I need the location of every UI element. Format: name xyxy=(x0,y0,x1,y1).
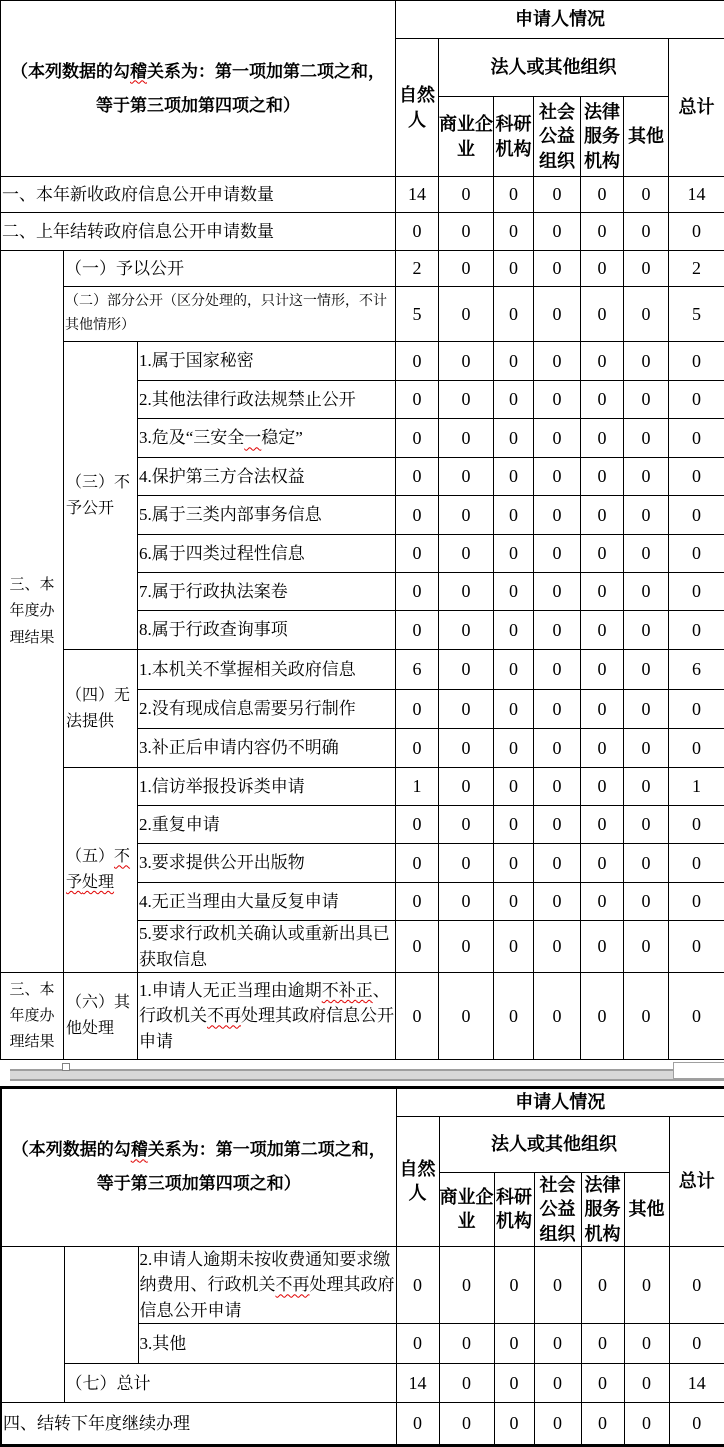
value-cell: 0 xyxy=(581,177,624,213)
page-break-gap xyxy=(0,1060,724,1086)
row-label: 5.属于三类内部事务信息 xyxy=(138,496,396,535)
section-label-results: 三、本年度办理结果 xyxy=(1,251,64,973)
row-label: 1.本机关不掌握相关政府信息 xyxy=(138,650,396,690)
value-cell: 0 xyxy=(534,496,581,535)
row-label: 1.申请人无正当理由逾期不补正、行政机关不再处理其政府信息公开申请 xyxy=(138,973,396,1060)
value-cell: 0 xyxy=(534,806,581,844)
row-label: 4.保护第三方合法权益 xyxy=(138,458,396,496)
value-cell: 0 xyxy=(494,535,534,573)
value-cell: 0 xyxy=(669,1324,724,1364)
value-cell: 2 xyxy=(669,251,724,287)
value-cell: 0 xyxy=(534,844,581,883)
value-cell: 0 xyxy=(669,611,724,650)
value-cell: 0 xyxy=(581,768,624,806)
value-cell: 0 xyxy=(494,287,534,342)
org-col-header: 其他 xyxy=(624,1173,669,1247)
value-cell: 0 xyxy=(396,458,439,496)
value-cell: 0 xyxy=(494,177,534,213)
value-cell: 0 xyxy=(494,251,534,287)
value-cell: 0 xyxy=(624,213,669,251)
value-cell: 0 xyxy=(439,573,494,611)
org-col-header: 商业企业 xyxy=(439,97,494,177)
value-cell: 0 xyxy=(494,973,534,1060)
value-cell: 0 xyxy=(396,535,439,573)
table-row xyxy=(1,251,724,287)
value-cell: 0 xyxy=(534,650,581,690)
value-cell: 0 xyxy=(581,883,624,921)
value-cell: 0 xyxy=(439,973,494,1060)
total-header: 总计 xyxy=(669,1117,724,1247)
value-cell: 0 xyxy=(396,1403,439,1446)
value-cell: 0 xyxy=(624,573,669,611)
value-cell: 0 xyxy=(494,921,534,973)
value-cell: 0 xyxy=(439,611,494,650)
org-col-header: 社会公益组织 xyxy=(534,97,581,177)
value-cell: 0 xyxy=(669,921,724,973)
row-label: 2.重复申请 xyxy=(138,806,396,844)
row-label: 8.属于行政查询事项 xyxy=(138,611,396,650)
value-cell: 0 xyxy=(534,768,581,806)
value-cell: 0 xyxy=(439,535,494,573)
value-cell: 0 xyxy=(581,729,624,768)
table-row xyxy=(1,768,724,806)
value-cell: 0 xyxy=(581,496,624,535)
row-label: 3.危及“三安全一稳定” xyxy=(138,419,396,458)
row-label: 1.信访举报投诉类申请 xyxy=(138,768,396,806)
value-cell: 0 xyxy=(624,729,669,768)
org-col-header: 科研机构 xyxy=(494,97,534,177)
value-cell: 14 xyxy=(669,177,724,213)
table-row xyxy=(1,213,724,251)
value-cell: 0 xyxy=(396,973,439,1060)
page-break-band xyxy=(10,1069,724,1081)
resize-handle[interactable] xyxy=(62,1063,70,1071)
org-col-header: 其他 xyxy=(624,97,669,177)
disclosure-table-part2 xyxy=(0,1086,724,1447)
value-cell: 0 xyxy=(439,251,494,287)
value-cell: 0 xyxy=(581,419,624,458)
value-cell: 0 xyxy=(581,458,624,496)
value-cell: 0 xyxy=(396,611,439,650)
value-cell: 0 xyxy=(534,573,581,611)
value-cell: 0 xyxy=(439,650,494,690)
row-label: 一、本年新收政府信息公开申请数量 xyxy=(1,177,396,213)
row-label: 2.申请人逾期未按收费通知要求缴纳费用、行政机关不再处理其政府信息公开申请 xyxy=(138,1246,396,1324)
value-cell: 0 xyxy=(581,921,624,973)
value-cell: 0 xyxy=(534,287,581,342)
legal-org-header: 法人或其他组织 xyxy=(439,1117,669,1173)
value-cell: 14 xyxy=(396,1364,439,1403)
value-cell: 0 xyxy=(581,690,624,729)
value-cell: 0 xyxy=(624,806,669,844)
value-cell: 0 xyxy=(534,381,581,419)
value-cell: 0 xyxy=(534,973,581,1060)
value-cell: 0 xyxy=(534,690,581,729)
value-cell: 0 xyxy=(439,342,494,381)
org-col-header: 社会公益组织 xyxy=(534,1173,581,1247)
value-cell: 0 xyxy=(534,921,581,973)
value-cell: 0 xyxy=(581,650,624,690)
value-cell: 0 xyxy=(581,213,624,251)
row-label-total: （七）总计 xyxy=(64,1364,396,1403)
legal-org-header: 法人或其他组织 xyxy=(439,39,669,97)
value-cell: 0 xyxy=(534,535,581,573)
table-row xyxy=(1,1364,724,1403)
value-cell: 0 xyxy=(396,419,439,458)
value-cell: 2 xyxy=(396,251,439,287)
value-cell: 0 xyxy=(624,496,669,535)
table-row xyxy=(1,177,724,213)
value-cell: 0 xyxy=(669,496,724,535)
value-cell: 0 xyxy=(581,1246,624,1324)
value-cell: 0 xyxy=(624,973,669,1060)
value-cell: 0 xyxy=(581,535,624,573)
value-cell: 0 xyxy=(581,342,624,381)
value-cell: 0 xyxy=(439,729,494,768)
value-cell: 6 xyxy=(669,650,724,690)
value-cell: 6 xyxy=(396,650,439,690)
value-cell: 1 xyxy=(396,768,439,806)
value-cell: 0 xyxy=(669,458,724,496)
value-cell: 0 xyxy=(439,177,494,213)
value-cell: 0 xyxy=(494,1403,534,1446)
value-cell: 0 xyxy=(581,844,624,883)
value-cell: 0 xyxy=(494,419,534,458)
value-cell: 0 xyxy=(396,921,439,973)
value-cell: 0 xyxy=(439,1364,494,1403)
row-label: 3.其他 xyxy=(138,1324,396,1364)
value-cell: 0 xyxy=(494,1364,534,1403)
value-cell: 0 xyxy=(396,573,439,611)
table-row xyxy=(1,1246,724,1324)
value-cell: 0 xyxy=(494,883,534,921)
table-row xyxy=(1,973,724,1060)
value-cell: 0 xyxy=(624,458,669,496)
value-cell: 0 xyxy=(494,342,534,381)
value-cell: 0 xyxy=(439,287,494,342)
value-cell: 0 xyxy=(669,690,724,729)
value-cell: 0 xyxy=(624,419,669,458)
value-cell: 0 xyxy=(534,611,581,650)
value-cell: 0 xyxy=(669,573,724,611)
value-cell: 0 xyxy=(494,768,534,806)
value-cell: 0 xyxy=(494,573,534,611)
value-cell: 0 xyxy=(581,1364,624,1403)
empty-cell xyxy=(64,1246,138,1364)
value-cell: 0 xyxy=(624,768,669,806)
value-cell: 0 xyxy=(669,844,724,883)
row-label: 7.属于行政执法案卷 xyxy=(138,573,396,611)
value-cell: 0 xyxy=(534,1364,581,1403)
table-row xyxy=(1,1403,724,1446)
row-label: （一）予以公开 xyxy=(64,251,396,287)
table-row xyxy=(1,287,724,342)
value-cell: 0 xyxy=(669,883,724,921)
value-cell: 0 xyxy=(494,650,534,690)
value-cell: 0 xyxy=(624,177,669,213)
row-label: 1.属于国家秘密 xyxy=(138,342,396,381)
total-header: 总计 xyxy=(669,39,724,177)
value-cell: 0 xyxy=(581,1324,624,1364)
value-cell: 0 xyxy=(534,251,581,287)
value-cell: 1 xyxy=(669,768,724,806)
value-cell: 0 xyxy=(624,535,669,573)
row-label: 2.其他法律行政法规禁止公开 xyxy=(138,381,396,419)
value-cell: 0 xyxy=(624,844,669,883)
value-cell: 0 xyxy=(439,213,494,251)
value-cell: 0 xyxy=(396,806,439,844)
value-cell: 0 xyxy=(624,611,669,650)
value-cell: 14 xyxy=(396,177,439,213)
value-cell: 0 xyxy=(624,921,669,973)
value-cell: 0 xyxy=(581,611,624,650)
table-row xyxy=(1,342,724,381)
value-cell: 0 xyxy=(624,342,669,381)
value-cell: 0 xyxy=(494,381,534,419)
value-cell: 0 xyxy=(624,883,669,921)
natural-person-header: 自然人 xyxy=(396,1117,439,1247)
value-cell: 0 xyxy=(669,973,724,1060)
applicant-header: 申请人情况 xyxy=(396,1,724,39)
value-cell: 0 xyxy=(439,844,494,883)
value-cell: 0 xyxy=(439,496,494,535)
value-cell: 0 xyxy=(494,844,534,883)
value-cell: 0 xyxy=(534,419,581,458)
value-cell: 0 xyxy=(494,213,534,251)
value-cell: 0 xyxy=(439,419,494,458)
value-cell: 0 xyxy=(396,844,439,883)
subsection-label-notprocess: （五）不予处理 xyxy=(64,768,138,973)
value-cell: 0 xyxy=(439,768,494,806)
org-col-header: 法律服务机构 xyxy=(581,97,624,177)
reconciliation-note: （本列数据的勾稽关系为：第一项加第二项之和，等于第三项加第四项之和） xyxy=(1,1,396,177)
value-cell: 0 xyxy=(439,1403,494,1446)
value-cell: 0 xyxy=(439,458,494,496)
value-cell: 5 xyxy=(396,287,439,342)
value-cell: 0 xyxy=(439,381,494,419)
value-cell: 0 xyxy=(534,1246,581,1324)
value-cell: 0 xyxy=(439,690,494,729)
value-cell: 0 xyxy=(396,213,439,251)
subsection-label-refused: （三）不予公开 xyxy=(64,342,138,650)
value-cell: 0 xyxy=(439,883,494,921)
table-row xyxy=(1,650,724,690)
value-cell: 0 xyxy=(669,729,724,768)
value-cell: 0 xyxy=(624,690,669,729)
subsection-label-otherhandling: （六）其他处理 xyxy=(64,973,138,1060)
row-label: 6.属于四类过程性信息 xyxy=(138,535,396,573)
value-cell: 0 xyxy=(581,287,624,342)
value-cell: 0 xyxy=(669,1246,724,1324)
value-cell: 0 xyxy=(494,1246,534,1324)
section-label-results: 三、本年度办理结果 xyxy=(1,973,64,1060)
row-label: （二）部分公开（区分处理的，只计这一情形，不计其他情形） xyxy=(64,287,396,342)
value-cell: 0 xyxy=(624,1364,669,1403)
value-cell: 0 xyxy=(624,1403,669,1446)
value-cell: 0 xyxy=(624,251,669,287)
value-cell: 0 xyxy=(669,213,724,251)
applicant-header: 申请人情况 xyxy=(396,1088,724,1117)
value-cell: 0 xyxy=(534,1324,581,1364)
header-row xyxy=(1,1088,724,1117)
value-cell: 0 xyxy=(396,883,439,921)
value-cell: 0 xyxy=(396,690,439,729)
value-cell: 0 xyxy=(439,806,494,844)
value-cell: 0 xyxy=(534,729,581,768)
row-label: 3.补正后申请内容仍不明确 xyxy=(138,729,396,768)
value-cell: 0 xyxy=(534,342,581,381)
empty-cell xyxy=(1,1246,64,1403)
value-cell: 0 xyxy=(534,883,581,921)
value-cell: 0 xyxy=(534,177,581,213)
value-cell: 0 xyxy=(581,1403,624,1446)
value-cell: 0 xyxy=(669,806,724,844)
page-break-marker xyxy=(673,1062,724,1079)
value-cell: 0 xyxy=(669,342,724,381)
value-cell: 14 xyxy=(669,1364,724,1403)
value-cell: 0 xyxy=(624,1246,669,1324)
org-col-header: 商业企业 xyxy=(439,1173,494,1247)
value-cell: 0 xyxy=(581,806,624,844)
value-cell: 0 xyxy=(494,496,534,535)
value-cell: 0 xyxy=(624,381,669,419)
value-cell: 0 xyxy=(439,1324,494,1364)
value-cell: 0 xyxy=(396,342,439,381)
value-cell: 0 xyxy=(669,381,724,419)
value-cell: 0 xyxy=(396,496,439,535)
value-cell: 0 xyxy=(534,1403,581,1446)
value-cell: 0 xyxy=(439,1246,494,1324)
value-cell: 0 xyxy=(494,1324,534,1364)
value-cell: 0 xyxy=(669,419,724,458)
value-cell: 0 xyxy=(534,458,581,496)
value-cell: 0 xyxy=(534,213,581,251)
row-label: 四、结转下年度继续办理 xyxy=(1,1403,396,1446)
row-label: 2.没有现成信息需要另行制作 xyxy=(138,690,396,729)
value-cell: 0 xyxy=(581,251,624,287)
value-cell: 0 xyxy=(624,1324,669,1364)
value-cell: 0 xyxy=(396,381,439,419)
value-cell: 0 xyxy=(494,806,534,844)
value-cell: 0 xyxy=(669,535,724,573)
row-label: 二、上年结转政府信息公开申请数量 xyxy=(1,213,396,251)
value-cell: 0 xyxy=(669,1403,724,1446)
natural-person-header: 自然人 xyxy=(396,39,439,177)
value-cell: 0 xyxy=(494,611,534,650)
value-cell: 0 xyxy=(439,921,494,973)
value-cell: 5 xyxy=(669,287,724,342)
value-cell: 0 xyxy=(494,690,534,729)
org-col-header: 法律服务机构 xyxy=(581,1173,624,1247)
org-col-header: 科研机构 xyxy=(494,1173,534,1247)
header-row xyxy=(1,1,724,39)
value-cell: 0 xyxy=(396,729,439,768)
row-label: 4.无正当理由大量反复申请 xyxy=(138,883,396,921)
value-cell: 0 xyxy=(494,729,534,768)
subsection-label-unable: （四）无法提供 xyxy=(64,650,138,768)
row-label: 3.要求提供公开出版物 xyxy=(138,844,396,883)
value-cell: 0 xyxy=(581,573,624,611)
value-cell: 0 xyxy=(624,650,669,690)
value-cell: 0 xyxy=(494,458,534,496)
reconciliation-note: （本列数据的勾稽关系为：第一项加第二项之和，等于第三项加第四项之和） xyxy=(1,1088,396,1247)
value-cell: 0 xyxy=(396,1246,439,1324)
value-cell: 0 xyxy=(581,973,624,1060)
value-cell: 0 xyxy=(624,287,669,342)
value-cell: 0 xyxy=(396,1324,439,1364)
value-cell: 0 xyxy=(581,381,624,419)
row-label: 5.要求行政机关确认或重新出具已获取信息 xyxy=(138,921,396,973)
